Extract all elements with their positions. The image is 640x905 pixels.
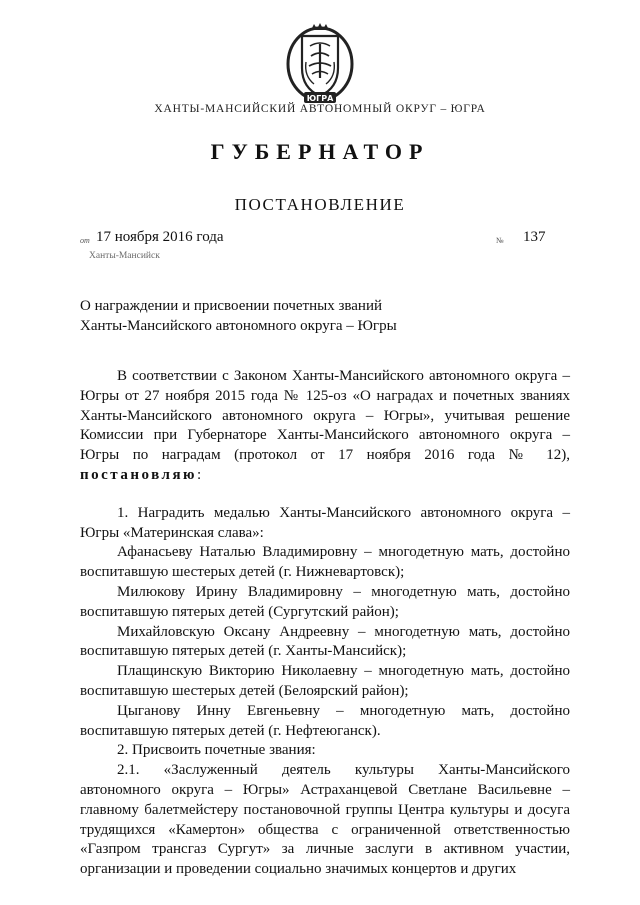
preamble-paragraph	[80, 367, 570, 486]
item-2: 2. Присвоить почетные звания:	[117, 742, 316, 759]
item-2-1: 2.1. «Заслуженный деятель культуры Ханты-Мансийского автономного округа – Югры» Астраханцевой Светлане Васильевне – главному балетмейстеру постановочной группы Центра культуры и досуга трудящихся «Камертон» общества с ограниченной ответственностью «Газпром трансгаз Сургут» за личные заслуги в активном участии, организации и проведении социально значимых концертов и других	[80, 762, 570, 878]
city-name: Ханты-Мансийск	[89, 251, 160, 261]
decree-body	[80, 367, 570, 880]
decree-date: 17 ноября 2016 года	[96, 229, 224, 245]
region-name: ХАНТЫ-МАНСИЙСКИЙ АВТОНОМНЫЙ ОКРУГ – ЮГРА	[154, 103, 486, 115]
decree-number: 137	[523, 229, 546, 245]
item-1-recipient-3: Михайловскую Оксану Андреевну – многодетную мать, достойно воспитавшую пятерых детей (г. Ханты-Мансийск);	[80, 623, 570, 660]
item-1-recipient-1: Афанасьеву Наталью Владимировну – многодетную мать, достойно воспитавшую шестерых детей (г. Нижневартовск);	[80, 544, 570, 581]
subject-line-1: О награждении и присвоении почетных званий	[80, 298, 383, 314]
item-1-recipient-2: Милюкову Ирину Владимировну – многодетную мать, достойно воспитавшую пятерых детей (Сургутский район);	[80, 583, 570, 620]
item-1-recipient-5: Цыганову Инну Евгеньевну – многодетную мать, достойно воспитавшую пятерых детей (г. Нефтеюганск).	[80, 702, 570, 739]
decree-word: постановляю	[80, 466, 198, 483]
item-1-recipient-4: Плащинскую Викторию Николаевну – многодетную мать, достойно воспитавшую шестерых детей (Белоярский район);	[80, 663, 570, 699]
coat-of-arms-icon	[284, 22, 356, 108]
decree-colon: :	[197, 466, 202, 483]
item-1: 1. Наградить медалью Ханты-Мансийского автономного округа – Югры «Материнская слава»:	[80, 504, 570, 541]
decree-subject	[80, 296, 480, 336]
paragraph-gap	[80, 486, 570, 504]
governor-title: ГУБЕРНАТОР	[210, 139, 430, 164]
svg-text:ЮГРА: ЮГРА	[306, 94, 334, 103]
subject-line-2: Ханты-Мансийского автономного округа – Югры	[80, 318, 397, 334]
date-prefix: от	[80, 236, 90, 245]
number-prefix: №	[496, 236, 504, 245]
preamble-text: В соответствии с Законом Ханты-Мансийского автономного округа – Югры от 27 ноября 2015 года № 125-оз «О наградах и почетных званиях Ханты-Мансийского автономного округа – Югры», учитывая решение Комиссии при Губернаторе Ханты-Мансийского автономного округа – Югры по наградам (протокол от 17 ноября 2016 года № 12),	[80, 368, 570, 464]
decree-type: ПОСТАНОВЛЕНИЕ	[234, 195, 406, 214]
